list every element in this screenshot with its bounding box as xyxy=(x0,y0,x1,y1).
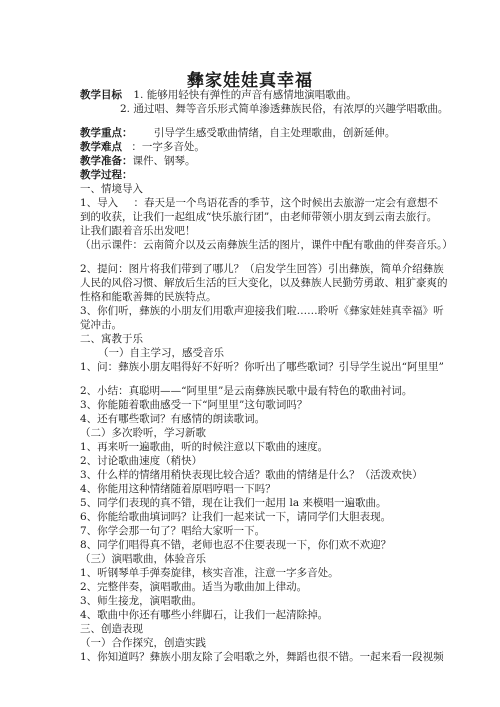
body-line: 1、问：彝族小朋友唱得好不好听？你听出了哪些歌词？引导学生说出“阿里里” xyxy=(80,361,444,373)
body-line: 让我们跟着音乐出发吧！ xyxy=(80,225,196,237)
section-heading-2: 二、寓教于乐 xyxy=(80,333,143,345)
body-line: 3、什么样的情绪用稍快表现比较合适？歌曲的情绪是什么？（活泼欢快） xyxy=(80,469,423,481)
body-line: 3、师生接龙，演唱歌曲。 xyxy=(80,595,203,607)
body-line: 2、提问：图片将我们带到了哪儿？（启发学生回答）引出彝族，简单介绍彝族 xyxy=(80,263,444,275)
objective-2: 2. 通过唱、舞等音乐形式简单渗透彝族民俗，有浓厚的兴趣学唱歌曲。 xyxy=(120,103,449,115)
prep-colon: ： xyxy=(122,155,133,167)
process-label: 教学过程： xyxy=(80,169,133,181)
body-line: 性格和能歌善舞的民族特点。 xyxy=(80,291,217,303)
body-line: 3、你们听，彝族的小朋友们用歌声迎接我们啦……聆听《彝家娃娃真幸福》听 xyxy=(80,305,444,317)
key-points-line xyxy=(80,126,395,140)
body-line: 4、歌曲中你还有哪些小绊脚石，让我们一起清除掉。 xyxy=(80,609,329,621)
subsection-heading: （一）自主学习，感受音乐 xyxy=(98,347,224,359)
intro-line xyxy=(80,196,438,210)
body-line: 2、完整伴奏，演唱歌曲。适当为歌曲加上律动。 xyxy=(80,581,308,593)
body-line: 2、小结：真聪明——“阿里里”是云南彝族民歌中最有特色的歌曲衬词。 xyxy=(80,385,413,397)
body-line: 1、你知道吗？彝族小朋友除了会唱歌之外，舞蹈也很不错。一起来看一段视频 xyxy=(80,651,444,663)
difficulty-label: 教学难点 xyxy=(80,141,122,153)
body-line: 人民的风俗习惯、解放后生活的巨大变化，以及彝族人民勤劳勇敢、粗犷豪爽的 xyxy=(80,277,448,289)
objectives-line xyxy=(80,88,357,102)
subsection-heading: （三）演唱歌曲，体验音乐 xyxy=(80,553,206,565)
section-heading-3: 三、创造表现 xyxy=(80,623,143,635)
objective-1: 1. 能够用轻快有弹性的声音有感情地演唱歌曲。 xyxy=(133,89,357,101)
intro-text: ：春天是一个鸟语花香的季节，这个时候出去旅游一定会有意想不 xyxy=(133,197,439,209)
body-line: 8、同学们唱得真不错，老师也忍不住要表现一下，你们欢不欢迎？ xyxy=(80,539,392,551)
key-points-text: 引导学生感受歌曲情绪，自主处理歌曲，创新延伸。 xyxy=(153,127,396,139)
difficulty-text: ：一字多音处。 xyxy=(131,141,205,153)
key-points-label: 教学重点： xyxy=(80,127,133,139)
intro-label: 1、导入 xyxy=(80,197,119,209)
body-line: 7、你学会那一句了？唱给大家听一下。 xyxy=(80,525,266,537)
body-line: 1、听钢琴单手弹奏旋律，核实音准，注意一字多音处。 xyxy=(80,567,339,579)
body-line: 到的收获，让我们一起组成“快乐旅行团”，由老师带领小朋友到云南去旅行。 xyxy=(80,211,438,223)
prep-label: 教学准备 xyxy=(80,155,122,167)
body-line: 觉冲击。 xyxy=(80,319,122,331)
objectives-label: 教学目标 xyxy=(80,89,122,101)
subsection-heading: （二）多次聆听，学习新歌 xyxy=(80,427,206,439)
body-line: 5、同学们表现的真不错，现在让我们一起用 la 来模唱一遍歌曲。 xyxy=(80,497,387,509)
body-line: 4、还有哪些歌词？有感情的朗读歌词。 xyxy=(80,413,266,425)
body-line: 3、你能随着歌曲感受一下“阿里里”这句歌词吗？ xyxy=(80,399,308,411)
section-heading-1: 一、情境导入 xyxy=(80,183,143,195)
body-line: （出示课件：云南简介以及云南彝族生活的图片，课件中配有歌曲的伴奏音乐。） xyxy=(80,239,453,251)
subsection-heading: （一）合作探究，创造实践 xyxy=(80,637,206,649)
difficulty-line xyxy=(80,140,205,154)
prep-text: 课件、钢琴。 xyxy=(132,155,196,167)
body-line: 2、讨论歌曲速度（稍快） xyxy=(80,455,203,467)
body-line: 1、再来听一遍歌曲，听的时候注意以下歌曲的速度。 xyxy=(80,441,329,453)
prep-line xyxy=(80,154,196,168)
body-line: 6、你能给歌曲填词吗？让我们一起来试一下，请同学们大胆表现。 xyxy=(80,511,392,523)
body-line: 4、你能用这种情绪随着原唱哼唱一下吗？ xyxy=(80,483,276,495)
document-title: 彝家娃娃真幸福 xyxy=(187,71,313,91)
